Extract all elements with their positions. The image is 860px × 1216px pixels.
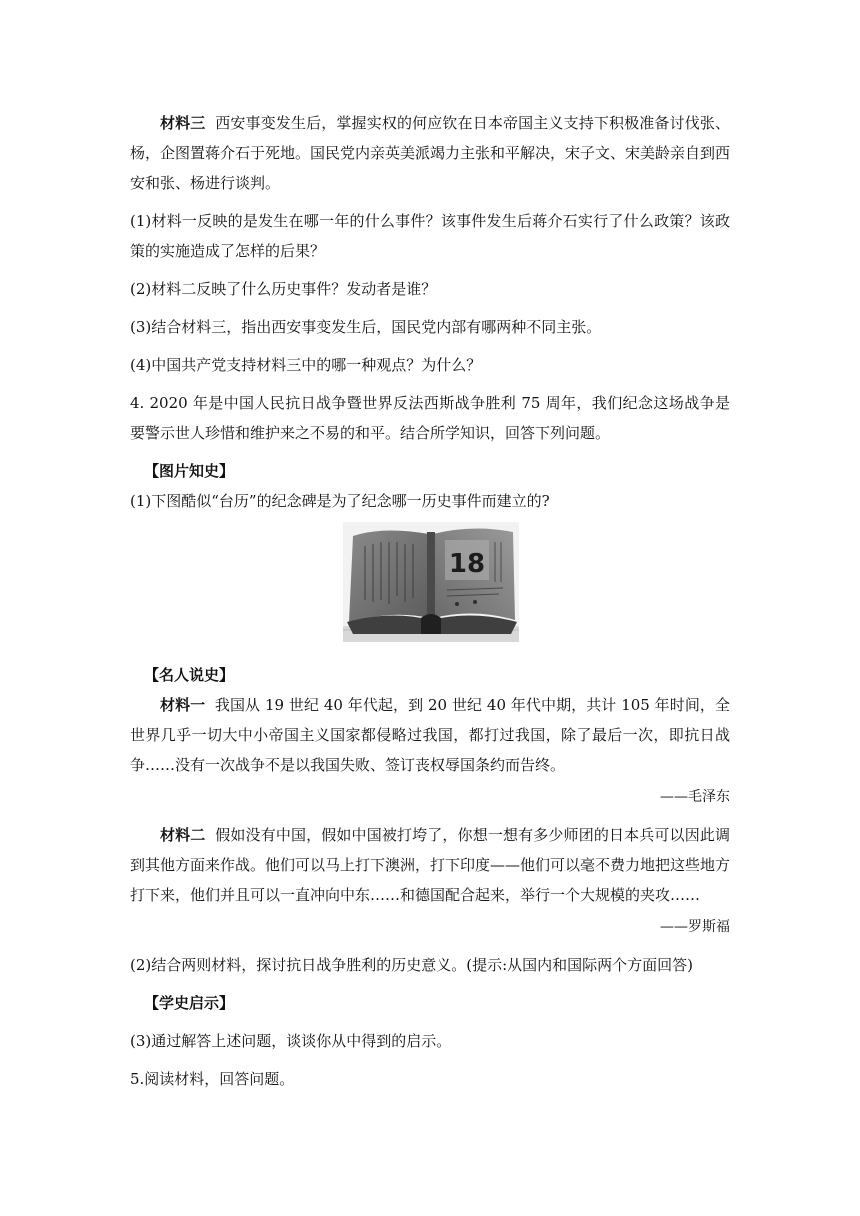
material-one: [130, 690, 730, 780]
material-two-author: ——罗斯福: [660, 919, 730, 935]
material-three-text: 西安事变发生后，掌握实权的何应钦在日本帝国主义支持下积极准备讨伐张、杨，企图置蒋介石于死地。国民党内亲英美派竭力主张和平解决，宋子文、宋美龄亲自到西安和张、杨进行谈判。: [130, 114, 731, 192]
monument-number: 18: [448, 549, 486, 579]
question-4-intro: 4. 2020 年是中国人民抗日战争暨世界反法西斯战争胜利 75 周年，我们纪念这场战争是要警示世人珍惜和维护来之不易的和平。结合所学知识，回答下列问题。: [130, 394, 730, 442]
material-two-label: 材料二: [160, 826, 206, 844]
document-content: [130, 108, 730, 1094]
question-5-intro: 5.阅读材料，回答问题。: [130, 1070, 295, 1088]
question-3-2: (2)材料二反映了什么历史事件？发动者是谁？: [130, 280, 437, 298]
material-two: [130, 820, 730, 910]
monument-image: [343, 522, 519, 642]
material-one-label: 材料一: [160, 696, 206, 714]
question-4-2: (2)结合两则材料，探讨抗日战争胜利的历史意义。(提示:从国内和国际两个方面回答): [130, 956, 694, 974]
material-one-author: ——毛泽东: [660, 789, 730, 805]
question-3-4: (4)中国共产党支持材料三中的哪一种观点？为什么？: [130, 356, 482, 374]
question-4-1: (1)下图酷似“台历”的纪念碑是为了纪念哪一历史事件而建立的?: [130, 492, 550, 510]
material-three: [130, 108, 730, 198]
material-one-text: 我国从 19 世纪 40 年代起，到 20 世纪 40 年代中期，共计 105 年时间，全世界几乎一切大中小帝国主义国家都侵略过我国，都打过我国，除了最后一次，即抗日战争……没有一次战争不是以我国失败、签订丧权辱国条约而告终。: [130, 696, 730, 774]
material-two-text: 假如没有中国，假如中国被打垮了，你想一想有多少师团的日本兵可以因此调到其他方面来作战。他们可以马上打下澳洲，打下印度——他们可以毫不费力地把这些地方打下来，他们并且可以一直冲向中东……和德国配合起来，举行一个大规模的夹攻……: [130, 826, 731, 904]
section-heading-quotes: 【名人说史】: [144, 666, 235, 684]
question-3-3: (3)结合材料三，指出西安事变发生后，国民党内部有哪两种不同主张。: [130, 318, 602, 336]
question-4-3: (3)通过解答上述问题，谈谈你从中得到的启示。: [130, 1032, 452, 1050]
question-3-1: (1)材料一反映的是发生在哪一年的什么事件？该事件发生后蒋介石实行了什么政策？该政策的实施造成了怎样的后果？: [130, 212, 730, 260]
material-three-label: 材料三: [160, 114, 206, 132]
section-heading-picture: 【图片知史】: [144, 462, 235, 480]
figure-container: [130, 522, 730, 652]
section-heading-enlightenment: 【学史启示】: [144, 994, 235, 1012]
